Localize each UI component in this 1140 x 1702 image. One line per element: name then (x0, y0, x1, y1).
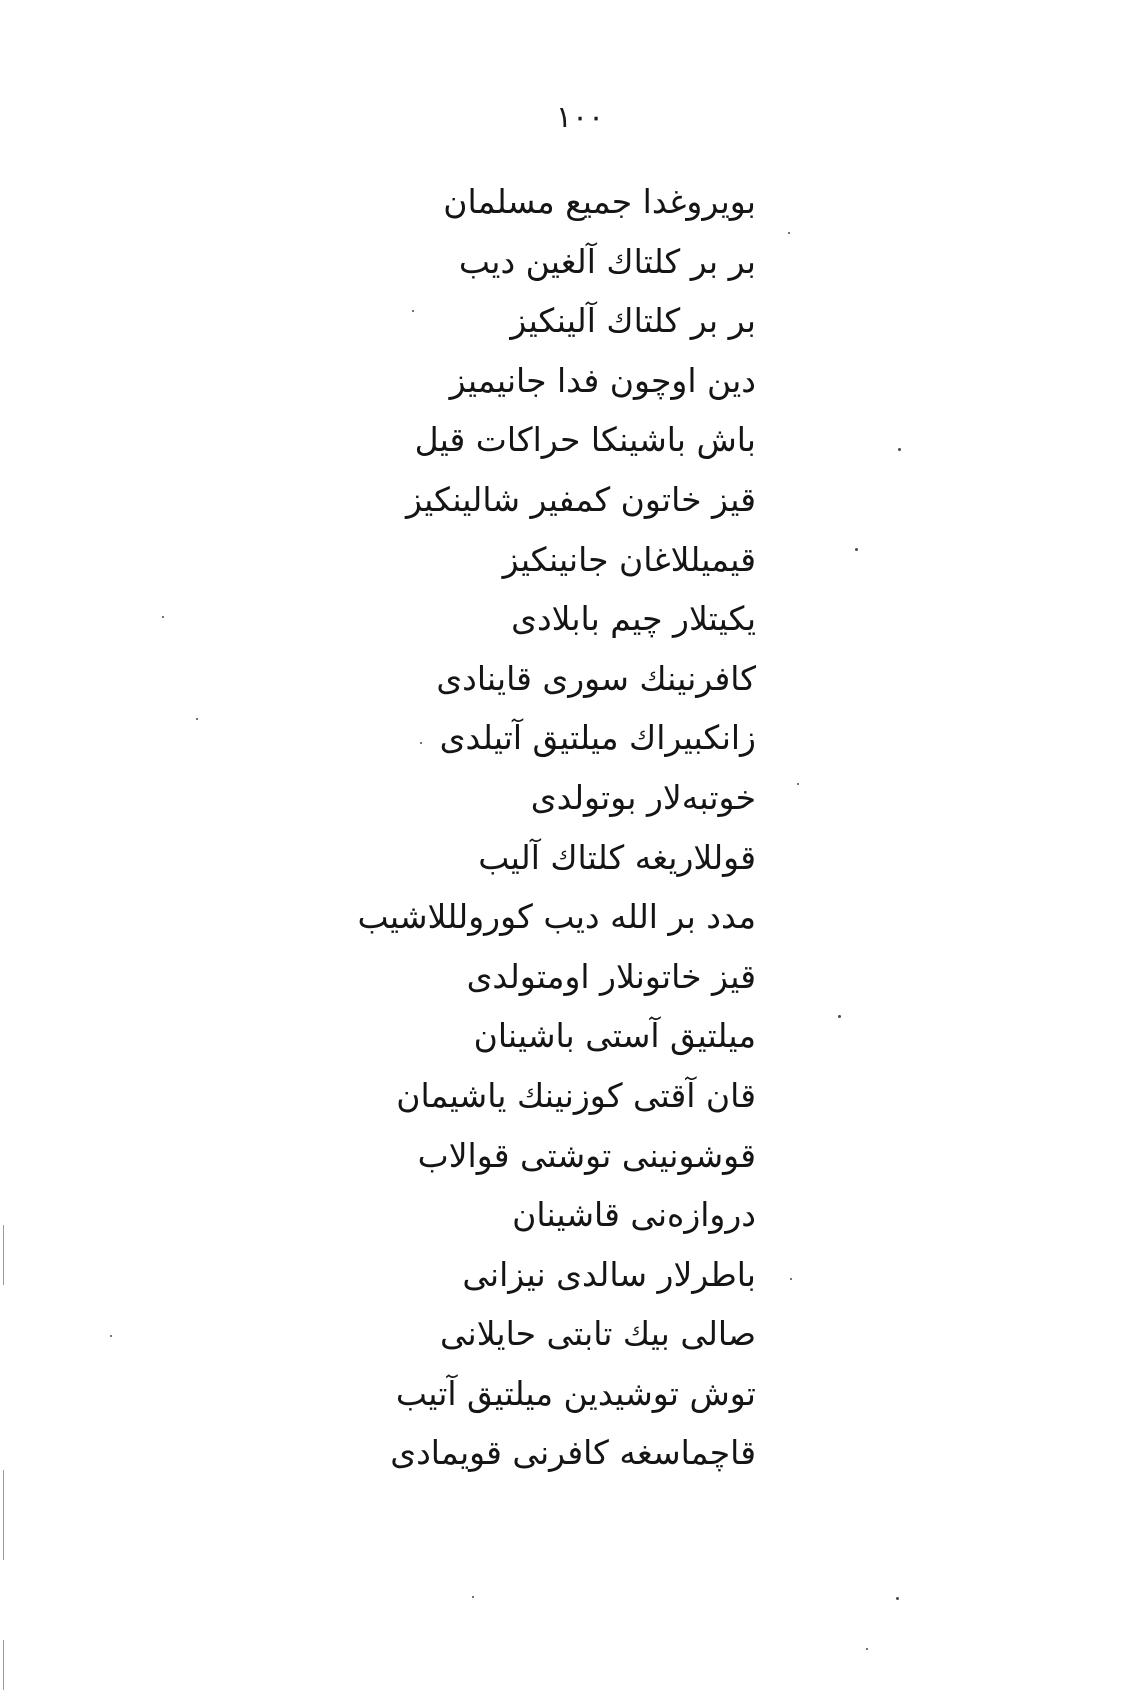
scan-speck (162, 616, 164, 618)
binding-edge-mark (3, 1640, 4, 1690)
verse-line: صالى بيك تابتى حايلانى (440, 1314, 756, 1354)
verse-line: دين اوچون فدا جانيميز (449, 360, 756, 400)
scan-speck (838, 1015, 841, 1018)
scan-speck (896, 1597, 899, 1600)
verse-line: ميلتيق آستى باشينان (473, 1016, 756, 1056)
verse-line: خوتبه‌لار بوتولدى (530, 777, 756, 817)
scan-speck (472, 1596, 474, 1598)
scan-speck (898, 448, 901, 451)
verse-line: كافرنينك سورى قاينادى (436, 658, 756, 698)
scan-speck (110, 1335, 112, 1337)
scan-speck (790, 1278, 792, 1280)
verse-line: زانكبيراك ميلتيق آتيلدى (439, 718, 756, 758)
verse-line: مدد بر الله ديب كورولللاشيب (357, 897, 756, 937)
binding-edge-mark (3, 1470, 4, 1560)
binding-edge-mark (3, 1225, 4, 1285)
scan-speck (412, 310, 414, 312)
scan-speck (797, 783, 799, 785)
verse-line: قاچماسغه كافرنى قويمادى (390, 1433, 756, 1473)
verse-line: قيز خاتون كمفير شالينكيز (405, 479, 756, 519)
verse-line: قان آقتى كوزنينك ياشيمان (396, 1075, 756, 1115)
verse-line: قوللاريغه كلتاك آليب (478, 837, 756, 877)
verse-line: قيز خاتونلار اومتولدى (466, 956, 756, 996)
scan-speck (196, 718, 198, 720)
scan-speck (866, 1648, 868, 1650)
verse-line: قيميللاغان جانينكيز (502, 539, 756, 579)
verse-line: بر بر كلتاك آلغين ديب (458, 241, 756, 281)
verse-line: بر بر كلتاك آلينكيز (510, 301, 756, 341)
verse-line: قوشونينى توشتى قوالاب (417, 1135, 756, 1175)
verse-line: بويروغدا جميع مسلمان (443, 182, 756, 221)
verse-line: توش توشيدين ميلتيق آتيب (395, 1373, 756, 1413)
verse-line: باطرلار سالدى نيزانى (462, 1254, 756, 1294)
scan-speck (788, 232, 790, 234)
verse-line: دروازه‌نى قاشينان (512, 1195, 756, 1235)
verse-line: يكيتلار چيم بابلادى (511, 599, 756, 639)
poem-verses (336, 172, 756, 1483)
scan-speck (855, 548, 858, 551)
page-number: ۱۰۰ (555, 100, 605, 135)
scan-speck (420, 742, 422, 744)
verse-line: باش باشينكا حراكات قيل (414, 420, 756, 460)
